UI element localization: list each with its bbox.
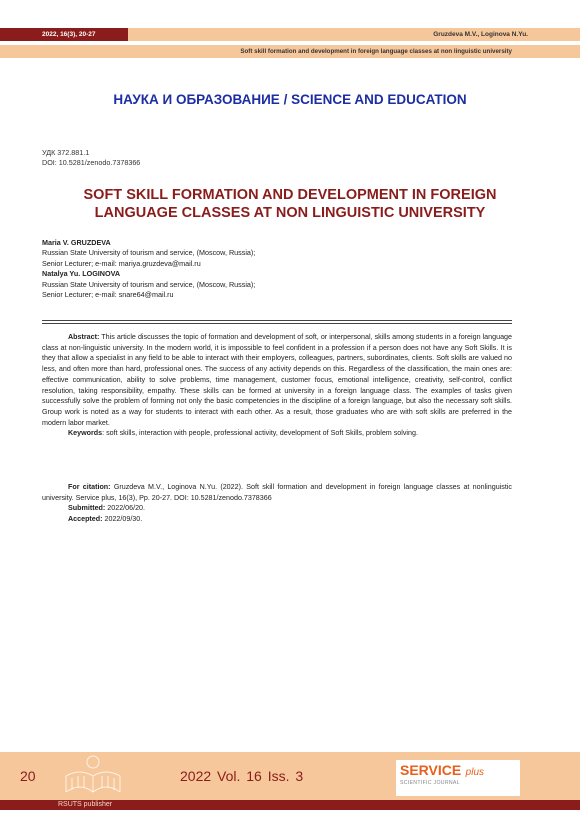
- doi: DOI: 10.5281/zenodo.7378366: [42, 158, 141, 167]
- abstract-section: [42, 332, 512, 439]
- divider: [42, 320, 512, 321]
- udc-code: УДК 372.881.1: [42, 148, 90, 157]
- divider: [42, 323, 512, 324]
- article-title-line-2: LANGUAGE CLASSES AT NON LINGUISTIC UNIVERSITY: [94, 205, 486, 221]
- author-affiliation: Russian State University of tourism and service, (Moscow, Russia);: [42, 248, 256, 258]
- book-emblem-icon: [58, 752, 128, 800]
- journal-issue: 2022 Vol. 16 Iss. 3: [180, 768, 304, 784]
- accepted-label: Accepted:: [68, 515, 103, 524]
- citation-label: For citation:: [68, 483, 111, 491]
- author-position: Senior Lecturer; e-mail: mariya.gruzdeva@mail.ru: [42, 258, 201, 268]
- submitted-line: [42, 503, 512, 514]
- journal-logo: [396, 760, 520, 796]
- author-position: Senior Lecturer; e-mail: snare64@mail.ru: [42, 290, 174, 300]
- author-name: Maria V. GRUZDEVA: [42, 238, 111, 247]
- author-affiliation: Russian State University of tourism and service, (Moscow, Russia);: [42, 279, 256, 289]
- abstract-text: This article discusses the topic of formation and development of soft, or interpersonal, skills among students in a foreign language class at non-linguistic university. In the modern world, it is impossible to feel confident in a profession if a person does not have any Soft Skills. It is they that allow a specialist in any field to be able to interact with their employers, colleagues, partners, subordinates, clients. Soft skills are valued no less, and often more than hard, professional ones. The success of any activity depends on this. Regardless of the classification, the main ones are: effective communication, ability to solve problems, time management, customer focus, emotional intelligence, creativity, self-control, conflict resolution, taking responsibility, empathy. These skills can be formed at university in a foreign language class. The examples of tasks given successfully solve the problem of forming not only the basic competencies in the discipline of a foreign language, but also the necessary soft skills. Group work is noted as a way for students to interact with each other. As a result, those graduates who are with soft skills are preferred in the modern labor market.: [42, 333, 512, 427]
- submitted-label: Submitted:: [68, 504, 106, 513]
- section-title: НАУКА И ОБРАЗОВАНИЕ / SCIENCE AND EDUCATION: [113, 92, 467, 107]
- accepted-line: [42, 514, 512, 525]
- submitted-date: 2022/06/20.: [105, 504, 146, 513]
- logo-service-text: SERVICE: [400, 762, 462, 778]
- accepted-date: 2022/09/30.: [102, 515, 143, 524]
- publisher-label: RSUTS publisher: [58, 801, 113, 808]
- authors-block: [42, 238, 522, 300]
- citation-section: [42, 482, 512, 525]
- citation-paragraph: [42, 482, 512, 503]
- running-title: Soft skill formation and development in foreign language classes at non linguistic university: [0, 45, 580, 58]
- citation-text: Gruzdeva M.V., Loginova N.Yu. (2022). Soft skill formation and development in foreign language classes at nonlinguistic university. Service plus, 16(3), Pp. 20-27. DOI: 10.5281/zenodo.7378366: [42, 483, 512, 502]
- article-title: [40, 186, 540, 222]
- article-meta: [42, 148, 140, 168]
- keywords-text: : soft skills, interaction with people, professional activity, development of Soft Skills, problem solving.: [102, 429, 418, 438]
- abstract-paragraph: [42, 332, 512, 428]
- article-title-line-1: SOFT SKILL FORMATION AND DEVELOPMENT IN FOREIGN: [83, 187, 497, 203]
- keywords-label: Keywords: [68, 429, 103, 438]
- page-number: 20: [20, 768, 36, 784]
- authors-short: Gruzdeva M.V., Loginova N.Yu.: [128, 28, 580, 41]
- issue-reference: 2022, 16(3), 20-27: [0, 28, 128, 41]
- top-header-bar: [0, 28, 580, 41]
- logo-subtitle: SCIENTIFIC JOURNAL: [400, 780, 460, 786]
- logo-plus-text: plus: [465, 767, 485, 778]
- keywords-paragraph: [42, 428, 512, 439]
- author-name: Natalya Yu. LOGINOVA: [42, 269, 121, 279]
- abstract-label: Abstract:: [68, 333, 100, 341]
